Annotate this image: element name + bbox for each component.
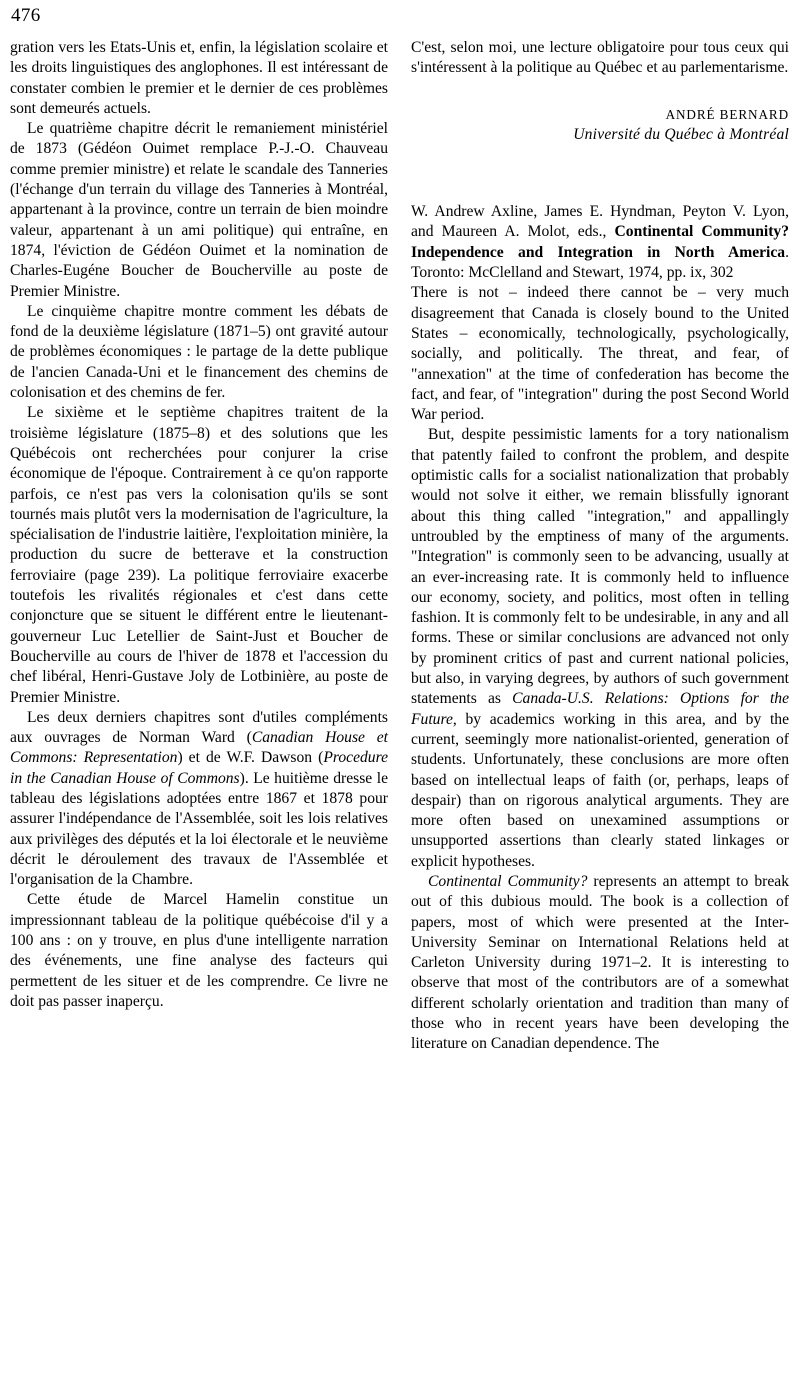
review-author-name: ANDRÉ BERNARD bbox=[665, 106, 789, 122]
book-citation-heading: W. Andrew Axline, James E. Hyndman, Peyton V. Lyon, and Maureen A. Molot, eds., Continental Community? Independence and Integration in North America. Toronto: McClelland and Stewart, 1974, pp. ix, 302 bbox=[411, 203, 789, 282]
paragraph: Cette étude de Marcel Hamelin constitue un impressionnant tableau de la politique québécoise d'il y a 100 ans : on y trouve, en plus d'une intelligente narration des événements, une fine analyse des facteurs qui permettent de les situer et de les comprendre. Ce livre ne doit pas passer inaperçu. bbox=[10, 891, 388, 1010]
paragraph-with-italic-titles: Les deux derniers chapitres sont d'utiles compléments aux ouvrages de Norman Ward (Canadian House et Commons: Representation) et de W.F. Dawson (Procedure in the Canadian House of Commons). Le huitième dresse le tableau des législations adoptées entre 1867 et 1878 pour assurer l'indépendance de l'Assemblée, soit les lois relatives aux privilèges des députés et la loi électorale et le neuvième décrit le déroulement des travaux de l'Assemblée et l'organisation de la Chambre. bbox=[10, 708, 389, 889]
paragraph-with-italic-title: But, despite pessimistic laments for a tory nationalism that patently failed to confront the problem, and despite optimistic calls for a socialist nationalization that probably would not solve it either, we remain blissfully ignorant about this thing called "integration," and appallingly untroubled by the emptiness of many of the arguments. "Integration" is commonly seen to be advancing, usually at an ever-increasing rate. It is commonly held to influence our economy, society, and politics, most often in telling fashion. It is commonly felt to be undesirable, in any and all forms. These or similar conclusions are advanced not only by prominent critics of past and current national policies, but also, in varying degrees, by authors of such government statements as Canada-U.S. Relations: Options for the Future, by academics working in this area, and by the current, seemingly more nationalist-oriented, generation of students. Unfortunately, these conclusions are more often based on intellectual leaps of faith (or, perhaps, leaps of despair) than on rigorous analytical arguments. They are more often based on unexamined assumptions or unsupported assertions than clearly stated linkages or explicit hypotheses. bbox=[411, 426, 789, 870]
review-closing-paragraph: C'est, selon moi, une lecture obligatoire pour tous ceux qui s'intéressent à la politique au Québec et au parlementarisme. bbox=[411, 39, 789, 77]
left-text-column bbox=[10, 38, 388, 1012]
paragraph-with-italic-title: Continental Community? represents an attempt to break out of this dubious mould. The book is a collection of papers, most of which were presented at the Inter-University Seminar on International Relations held at Carleton University during 1971–2. It is interesting to observe that most of the contributors are of a somewhat different scholarly orientation and tradition than many of those who in recent years have been developing the literature on Canadian dependence. The bbox=[411, 872, 789, 1053]
review-signature-block bbox=[411, 105, 789, 146]
page-number: 476 bbox=[11, 5, 41, 26]
paragraph: gration vers les Etats-Unis et, enfin, la législation scolaire et les droits linguistiques des anglophones. Il est intéressant de constater combien le premier et le dernier de ces problèmes sont demeurés actuels. bbox=[10, 39, 388, 117]
paragraph: Le quatrième chapitre décrit le remaniement ministériel de 1873 (Gédéon Ouimet remplace P.-J.-O. Chauveau comme premier ministre) et relate le scandale des Tanneries (l'échange d'un terrain du village des Tanneries à Montréal, appartenant à la province, contre un terrain de bien moindre valeur, appartenant à un ami politique) qui entraîne, en 1874, l'éviction de Gédéon Ouimet et la nomination de Charles-Eugéne Boucher de Boucherville au poste de Premier Ministre. bbox=[10, 120, 388, 300]
review-author-affiliation: Université du Québec à Montréal bbox=[573, 125, 789, 143]
paragraph: There is not – indeed there cannot be – very much disagreement that Canada is closely bound to the United States – economically, technologically, psychologically, socially, and politically. The threat, and fear, of "annexation" at the time of confederation has become the fact, and fear, of "integration" during the post Second World War period. bbox=[411, 284, 789, 424]
paragraph: Le cinquième chapitre montre comment les débats de fond de la deuxième législature (1871–5) ont gravité autour de problèmes économiques : le partage de la dette publique de l'ancien Canada-Uni et le financement des chemins de colonisation et des chemins de fer. bbox=[10, 302, 388, 402]
paragraph: Le sixième et le septième chapitres traitent de la troisième législature (1875–8) et des solutions que les Québécois ont recherchées pour conjurer la crise économique de l'époque. Contrairement à ce qu'on rapporte parfois, ce n'est pas vers la colonisation qu'ils se sont tournés mais plutôt vers la modernisation de l'agriculture, la spécialisation de l'industrie laitière, l'exploitation minière, la production du sucre de betterave et la construction ferroviaire (page 239). La politique ferroviaire exacerbe toutefois les rivalités régionales et c'est dans cette conjoncture que se situent le différent entre le lieutenant-gouverneur Luc Letellier de Saint-Just et Boucher de Boucherville au cours de l'hiver de 1878 et l'accession du chef libéral, Henri-Gustave Joly de Lotbinière, au poste de Premier Ministre. bbox=[10, 404, 388, 706]
right-text-column bbox=[411, 38, 789, 1055]
